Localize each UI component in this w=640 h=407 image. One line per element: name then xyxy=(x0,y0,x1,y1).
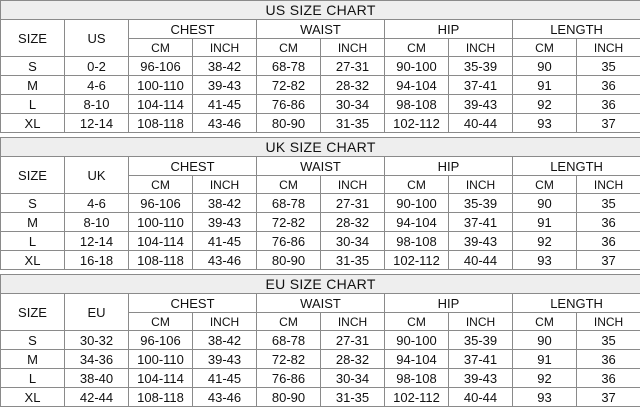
measurement-cell: 90-100 xyxy=(385,331,449,350)
measurement-cell: 102-112 xyxy=(385,251,449,270)
unit-header-inch: INCH xyxy=(449,39,513,57)
measurement-cell: 37 xyxy=(577,388,640,407)
measurement-cell: 27-31 xyxy=(321,57,385,76)
region-size-cell: 8-10 xyxy=(65,95,129,114)
measurement-cell: 36 xyxy=(577,213,640,232)
measurement-cell: 31-35 xyxy=(321,251,385,270)
table-row xyxy=(1,57,640,76)
unit-header-cm: CM xyxy=(129,39,193,57)
unit-header-cm: CM xyxy=(385,176,449,194)
measurement-cell: 38-42 xyxy=(193,194,257,213)
measurement-cell: 108-118 xyxy=(129,388,193,407)
measurement-cell: 90 xyxy=(513,57,577,76)
group-header-length: LENGTH xyxy=(513,20,640,39)
measurement-cell: 93 xyxy=(513,114,577,133)
measurement-cell: 104-114 xyxy=(129,95,193,114)
measurement-cell: 37 xyxy=(577,251,640,270)
measurement-cell: 108-118 xyxy=(129,114,193,133)
unit-header-cm: CM xyxy=(257,176,321,194)
size-cell: M xyxy=(1,76,65,95)
group-header-chest: CHEST xyxy=(129,20,257,39)
size-cell: S xyxy=(1,331,65,350)
size-cell: XL xyxy=(1,114,65,133)
measurement-cell: 94-104 xyxy=(385,76,449,95)
size-cell: XL xyxy=(1,251,65,270)
size-cell: XL xyxy=(1,388,65,407)
unit-header-inch: INCH xyxy=(449,313,513,331)
uk-size-chart xyxy=(0,137,640,270)
measurement-cell: 28-32 xyxy=(321,350,385,369)
unit-header-cm: CM xyxy=(385,39,449,57)
unit-header-inch: INCH xyxy=(577,176,640,194)
measurement-cell: 30-34 xyxy=(321,369,385,388)
measurement-cell: 90-100 xyxy=(385,194,449,213)
table-row xyxy=(1,213,640,232)
measurement-cell: 90-100 xyxy=(385,57,449,76)
measurement-cell: 104-114 xyxy=(129,232,193,251)
measurement-cell: 36 xyxy=(577,232,640,251)
measurement-cell: 36 xyxy=(577,95,640,114)
unit-header-cm: CM xyxy=(385,313,449,331)
measurement-cell: 98-108 xyxy=(385,369,449,388)
measurement-cell: 38-42 xyxy=(193,331,257,350)
measurement-cell: 98-108 xyxy=(385,95,449,114)
chart-title-row xyxy=(1,1,640,20)
unit-header-inch: INCH xyxy=(577,313,640,331)
size-cell: S xyxy=(1,194,65,213)
unit-header-cm: CM xyxy=(129,176,193,194)
region-size-cell: 12-14 xyxy=(65,232,129,251)
measurement-cell: 27-31 xyxy=(321,331,385,350)
measurement-cell: 41-45 xyxy=(193,232,257,251)
measurement-cell: 37 xyxy=(577,114,640,133)
unit-header-inch: INCH xyxy=(321,39,385,57)
region-size-cell: 0-2 xyxy=(65,57,129,76)
chart-title: US SIZE CHART xyxy=(1,1,640,20)
measurement-cell: 76-86 xyxy=(257,232,321,251)
us-size-chart xyxy=(0,0,640,133)
table-row xyxy=(1,76,640,95)
unit-header-cm: CM xyxy=(513,176,577,194)
measurement-cell: 96-106 xyxy=(129,331,193,350)
measurement-cell: 72-82 xyxy=(257,76,321,95)
measurement-cell: 36 xyxy=(577,350,640,369)
measurement-cell: 100-110 xyxy=(129,213,193,232)
region-size-cell: 4-6 xyxy=(65,194,129,213)
region-column-header: EU xyxy=(65,294,129,331)
measurement-cell: 72-82 xyxy=(257,213,321,232)
measurement-cell: 96-106 xyxy=(129,57,193,76)
table-row xyxy=(1,350,640,369)
measurement-cell: 76-86 xyxy=(257,369,321,388)
region-size-cell: 16-18 xyxy=(65,251,129,270)
size-cell: L xyxy=(1,95,65,114)
region-column-header: UK xyxy=(65,157,129,194)
measurement-cell: 31-35 xyxy=(321,388,385,407)
unit-header-inch: INCH xyxy=(449,176,513,194)
table-row xyxy=(1,194,640,213)
measurement-cell: 102-112 xyxy=(385,388,449,407)
group-header-chest: CHEST xyxy=(129,294,257,313)
group-header-waist: WAIST xyxy=(257,20,385,39)
measurement-cell: 39-43 xyxy=(193,213,257,232)
unit-header-inch: INCH xyxy=(193,39,257,57)
region-size-cell: 42-44 xyxy=(65,388,129,407)
region-column-header: US xyxy=(65,20,129,57)
measurement-cell: 43-46 xyxy=(193,251,257,270)
table-row xyxy=(1,114,640,133)
measurement-cell: 68-78 xyxy=(257,57,321,76)
measurement-cell: 35 xyxy=(577,331,640,350)
unit-header-cm: CM xyxy=(257,313,321,331)
measurement-cell: 80-90 xyxy=(257,114,321,133)
measurement-cell: 80-90 xyxy=(257,251,321,270)
measurement-cell: 100-110 xyxy=(129,350,193,369)
group-header-hip: HIP xyxy=(385,294,513,313)
measurement-cell: 27-31 xyxy=(321,194,385,213)
group-header-length: LENGTH xyxy=(513,157,640,176)
size-cell: L xyxy=(1,232,65,251)
eu-size-table xyxy=(0,274,640,407)
size-cell: L xyxy=(1,369,65,388)
unit-header-inch: INCH xyxy=(577,39,640,57)
measurement-cell: 40-44 xyxy=(449,251,513,270)
table-row xyxy=(1,95,640,114)
measurement-cell: 96-106 xyxy=(129,194,193,213)
table-row xyxy=(1,331,640,350)
measurement-cell: 35-39 xyxy=(449,57,513,76)
region-size-cell: 8-10 xyxy=(65,213,129,232)
measurement-cell: 68-78 xyxy=(257,331,321,350)
measurement-cell: 68-78 xyxy=(257,194,321,213)
table-row xyxy=(1,388,640,407)
measurement-cell: 39-43 xyxy=(449,369,513,388)
unit-header-inch: INCH xyxy=(321,313,385,331)
measurement-cell: 92 xyxy=(513,369,577,388)
chart-title: UK SIZE CHART xyxy=(1,138,640,157)
measurement-cell: 39-43 xyxy=(193,350,257,369)
measurement-cell: 102-112 xyxy=(385,114,449,133)
measurement-cell: 93 xyxy=(513,388,577,407)
measurement-cell: 108-118 xyxy=(129,251,193,270)
measurement-cell: 43-46 xyxy=(193,114,257,133)
group-header-row xyxy=(1,294,640,313)
measurement-cell: 91 xyxy=(513,213,577,232)
unit-header-inch: INCH xyxy=(193,313,257,331)
measurement-cell: 35 xyxy=(577,57,640,76)
measurement-cell: 80-90 xyxy=(257,388,321,407)
measurement-cell: 35 xyxy=(577,194,640,213)
group-header-row xyxy=(1,157,640,176)
measurement-cell: 94-104 xyxy=(385,350,449,369)
chart-title-row xyxy=(1,138,640,157)
measurement-cell: 35-39 xyxy=(449,331,513,350)
us-size-table xyxy=(0,0,640,133)
measurement-cell: 40-44 xyxy=(449,114,513,133)
measurement-cell: 92 xyxy=(513,95,577,114)
region-size-cell: 12-14 xyxy=(65,114,129,133)
group-header-row xyxy=(1,20,640,39)
measurement-cell: 36 xyxy=(577,76,640,95)
region-size-cell: 30-32 xyxy=(65,331,129,350)
group-header-length: LENGTH xyxy=(513,294,640,313)
measurement-cell: 30-34 xyxy=(321,232,385,251)
measurement-cell: 40-44 xyxy=(449,388,513,407)
size-column-header: SIZE xyxy=(1,20,65,57)
measurement-cell: 91 xyxy=(513,350,577,369)
size-cell: M xyxy=(1,213,65,232)
unit-header-cm: CM xyxy=(513,39,577,57)
measurement-cell: 37-41 xyxy=(449,76,513,95)
measurement-cell: 104-114 xyxy=(129,369,193,388)
measurement-cell: 76-86 xyxy=(257,95,321,114)
unit-header-inch: INCH xyxy=(193,176,257,194)
measurement-cell: 90 xyxy=(513,194,577,213)
unit-header-cm: CM xyxy=(129,313,193,331)
measurement-cell: 41-45 xyxy=(193,369,257,388)
measurement-cell: 100-110 xyxy=(129,76,193,95)
size-cell: S xyxy=(1,57,65,76)
measurement-cell: 35-39 xyxy=(449,194,513,213)
measurement-cell: 93 xyxy=(513,251,577,270)
group-header-hip: HIP xyxy=(385,20,513,39)
measurement-cell: 36 xyxy=(577,369,640,388)
measurement-cell: 91 xyxy=(513,76,577,95)
measurement-cell: 92 xyxy=(513,232,577,251)
unit-header-cm: CM xyxy=(257,39,321,57)
measurement-cell: 37-41 xyxy=(449,350,513,369)
eu-size-chart xyxy=(0,274,640,407)
table-row xyxy=(1,369,640,388)
group-header-chest: CHEST xyxy=(129,157,257,176)
table-row xyxy=(1,251,640,270)
size-column-header: SIZE xyxy=(1,157,65,194)
measurement-cell: 98-108 xyxy=(385,232,449,251)
table-row xyxy=(1,232,640,251)
chart-title-row xyxy=(1,275,640,294)
region-size-cell: 38-40 xyxy=(65,369,129,388)
group-header-hip: HIP xyxy=(385,157,513,176)
measurement-cell: 39-43 xyxy=(449,95,513,114)
measurement-cell: 41-45 xyxy=(193,95,257,114)
measurement-cell: 37-41 xyxy=(449,213,513,232)
measurement-cell: 28-32 xyxy=(321,213,385,232)
measurement-cell: 30-34 xyxy=(321,95,385,114)
measurement-cell: 38-42 xyxy=(193,57,257,76)
measurement-cell: 90 xyxy=(513,331,577,350)
uk-size-table xyxy=(0,137,640,270)
measurement-cell: 72-82 xyxy=(257,350,321,369)
size-cell: M xyxy=(1,350,65,369)
measurement-cell: 94-104 xyxy=(385,213,449,232)
measurement-cell: 43-46 xyxy=(193,388,257,407)
group-header-waist: WAIST xyxy=(257,157,385,176)
measurement-cell: 28-32 xyxy=(321,76,385,95)
unit-header-cm: CM xyxy=(513,313,577,331)
size-column-header: SIZE xyxy=(1,294,65,331)
unit-header-inch: INCH xyxy=(321,176,385,194)
chart-title: EU SIZE CHART xyxy=(1,275,640,294)
measurement-cell: 39-43 xyxy=(449,232,513,251)
region-size-cell: 34-36 xyxy=(65,350,129,369)
measurement-cell: 31-35 xyxy=(321,114,385,133)
measurement-cell: 39-43 xyxy=(193,76,257,95)
region-size-cell: 4-6 xyxy=(65,76,129,95)
group-header-waist: WAIST xyxy=(257,294,385,313)
